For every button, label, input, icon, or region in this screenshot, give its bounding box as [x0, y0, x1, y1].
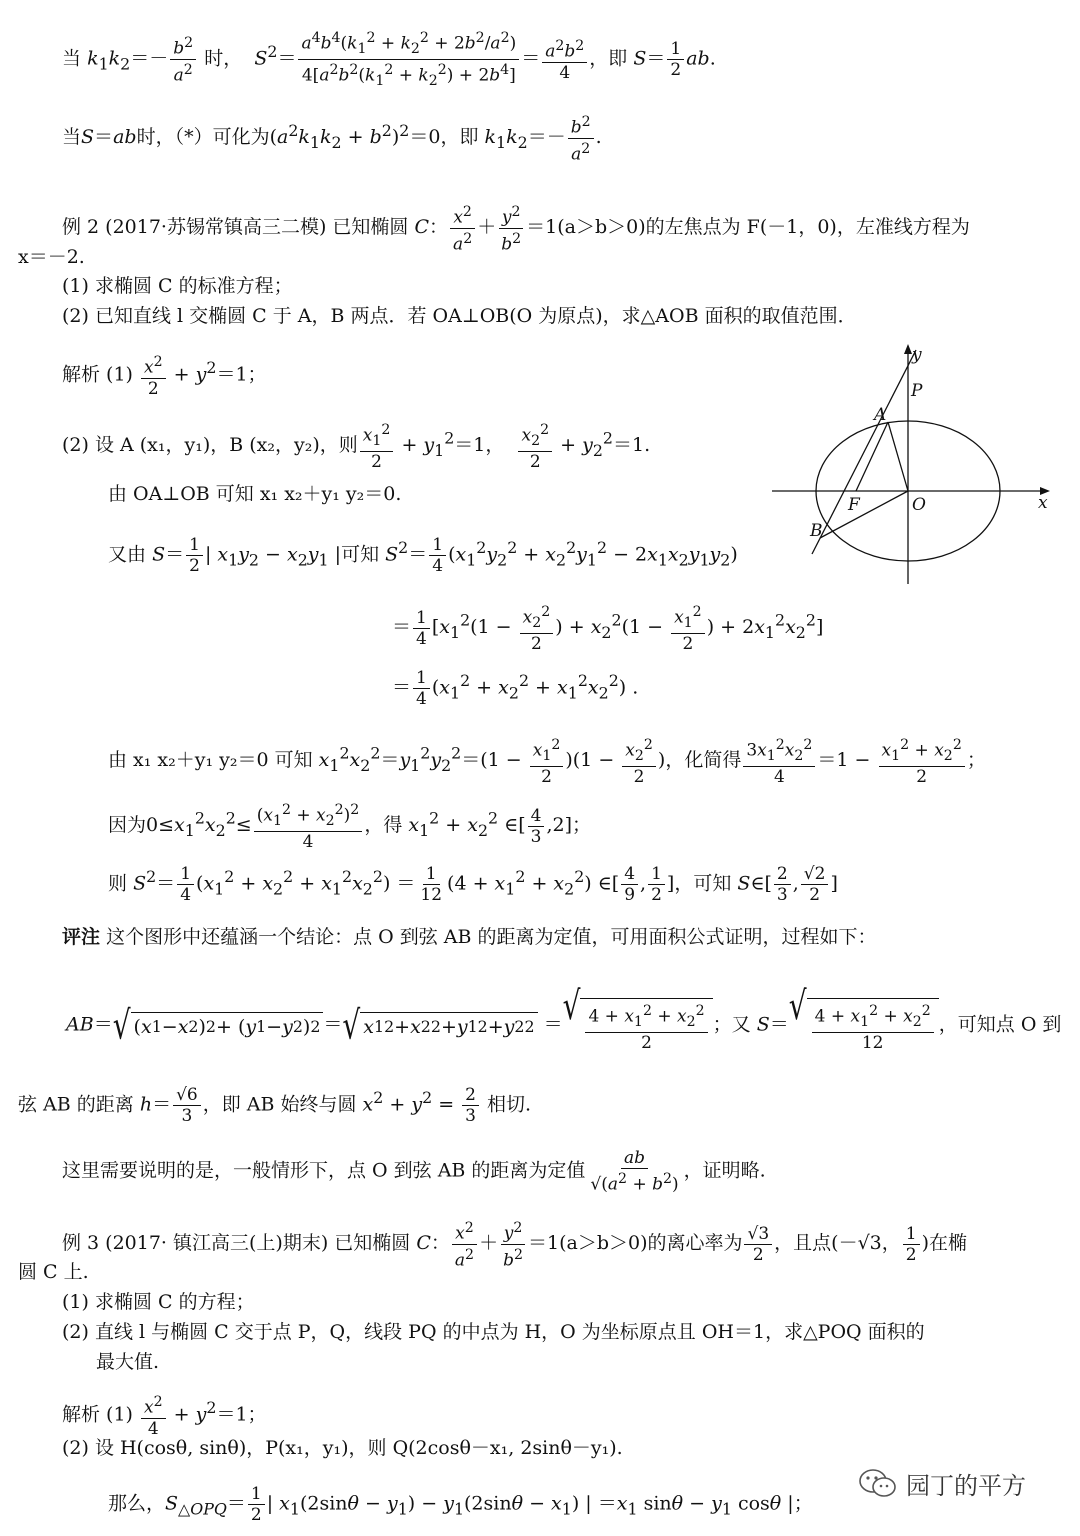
note-distance: 弦 AB 的距离 h＝ $\frac{√6}{3}$ ，即 AB 始终与圆 $x^2 + y^2$ = $\frac{2}{3}$ 相切.	[18, 1085, 532, 1126]
example-2-q1: (1) 求椭圆 C 的标准方程；	[62, 275, 293, 297]
label-A: A	[874, 405, 887, 425]
label-y: y	[912, 345, 922, 365]
solution-2-range: 因为$0\le x_1^2x_2^2\le$ $\frac{(x_1^2 + x_2^2)^2}{4}$ ，得 $x_1^2 + x_2^2$ ∈[ $\frac{4}{3}$ ,2]；	[108, 802, 592, 853]
label-F: F	[848, 495, 860, 515]
solution-2-simplify: 由 x₁ x₂＋y₁ y₂＝0 可知 $x_1^2x_2^2=y_1^2y_2^2=(1$ − $\frac{x_1^2}{2}$ )(1 − $\frac{x_2^2}{2}$ )，化简得 $\frac{3x_1^2x_2^2}{4}$ ＝1 − $\frac{x_1^2 + x_2^2}{2}$ ；	[108, 737, 986, 788]
line-case-S-ab: 当S＝ab时，（*）可化为$(a^2k_1k_2 + b^2)^2=0$，即 $k_1k_2=-$ $\frac{b^2}{a^2}$ .	[62, 114, 602, 165]
solution-3-part2: (2) 设 H(cosθ, sinθ)，P(x₁，y₁)，则 Q(2cosθ－x₁, 2sinθ－y₁).	[62, 1437, 623, 1459]
segment-OB	[820, 491, 908, 538]
example-3-line2: 圆 C 上.	[18, 1261, 89, 1283]
solution-2-area-3: ＝ $\frac{1}{4}$ $(x_1^2 + x_2^2 + x_1^2x_2^2)$ .	[392, 668, 639, 709]
note-ab-formula: AB＝ √ ( x 1 − x 2 ) 2 + ( y 1 − y 2 ) 2 ＝ √ x 1 2 + x 2 2 + y 1 2 + y 2 2 ＝ √ $\frac{4 + x_1^2 + x_2^2}{2}$ ；又 S＝ √ $\frac{4 + x_1^2 + x_2^2}{12}$ ，可知点 O 到	[66, 982, 1062, 1054]
solution-3-part1: 解析 (1) $\frac{x^2}{4}$ + $y^2=1$；	[62, 1394, 267, 1439]
watermark	[858, 1466, 1026, 1501]
example-3-heading: 例 3 (2017· 镇江高三(上)期末) 已知椭圆 C： $\frac{x^2}{a^2}$ ＋ $\frac{y^2}{b^2}$ ＝1(a＞b＞0)的离心率为 $\frac{√3}{2}$ ，且点(－√3， $\frac{1}{2}$ )在椭	[62, 1220, 968, 1271]
solution-2-part2: (2) 设 A (x₁，y₁)，B (x₂，y₂)，则 $\frac{x_1^2}{2}$ + $y_1^2=1$， $\frac{x_2^2}{2}$ + $y_2^2=1$.	[62, 422, 651, 473]
solution-2-result: 则 $S^2=$ $\frac{1}{4}$ $(x_1^2 + x_2^2 + x_1^2x_2^2)$ ＝ $\frac{1}{12}$ $(4 + x_1^2 + x_2^2)$ ∈[ $\frac{4}{9}$ , $\frac{1}{2}$ ]，可知 S∈[ $\frac{2}{3}$ , $\frac{√2}{2}$ ]	[108, 864, 838, 905]
note-general: 这里需要说明的是，一般情形下，点 O 到弦 AB 的距离为定值 $\frac{ab}{√(a^2 + b^2)}$ ，证明略.	[62, 1148, 766, 1195]
example-2-line2: x＝－2.	[18, 246, 85, 268]
segment-OA	[888, 422, 908, 491]
example-3-q2a: (2) 直线 l 与椭圆 C 交于点 P，Q，线段 PQ 的中点为 H，O 为坐标原点且 OH＝1，求△POQ 面积的	[62, 1321, 925, 1343]
label-O: O	[912, 495, 926, 515]
example-3-q1: (1) 求椭圆 C 的方程；	[62, 1291, 255, 1313]
solution-2-orthogonal: 由 OA⊥OB 可知 x₁ x₂＋y₁ y₂＝0.	[108, 483, 402, 505]
example-2-q2: (2) 已知直线 l 交椭圆 C 于 A，B 两点．若 OA⊥OB(O 为原点)，求△AOB 面积的取值范围．	[62, 305, 857, 327]
ellipse-figure	[768, 342, 1058, 588]
solution-2-part1: 解析 (1) $\frac{x^2}{2}$ + $y^2=1$；	[62, 354, 267, 399]
segment-FA	[856, 422, 888, 491]
solution-2-area-1: 又由 S＝ $\frac{1}{2}$ | $x_1y_2 - x_2y_1$ |可知 $S^2=$ $\frac{1}{4}$ $(x_1^2y_2^2 + x_2^2y_1^2 - 2x_1x_2y_1y_2)$	[108, 535, 738, 576]
label-P: P	[911, 381, 923, 401]
example-3-q2b: 最大值.	[96, 1351, 160, 1373]
line-case-k1k2: 当 $k_1k_2=-$ $\frac{b^2}{a^2}$ 时， $S^2=$ $\frac{a^4b^4(k_1^2 + k_2^2 + 2b^2/a^2)}{4[a^2b^2(k_1^2 + k_2^2) + 2b^4]}$ ＝ $\frac{a^2b^2}{4}$ ，即 S＝ $\frac{1}{2}$ ab.	[62, 30, 716, 90]
label-x: x	[1038, 493, 1048, 513]
wechat-icon	[858, 1467, 898, 1501]
note-heading: 评注 这个图形中还蕴涵一个结论：点 O 到弦 AB 的距离为定值，可用面积公式证明，过程如下：	[62, 926, 877, 948]
watermark-text: 园丁的平方	[906, 1472, 1026, 1500]
solution-2-area-2: ＝ $\frac{1}{4}$ [$x_1^2(1$ − $\frac{x_2^2}{2}$ ) + $x_2^2(1$ − $\frac{x_1^2}{2}$ ) + $2x_1^2x_2^2$]	[392, 604, 824, 655]
solution-3-area: 那么，$S_{\triangle OPQ}=$ $\frac{1}{2}$ | $x_1(2\sin\theta - y_1) - y_1(2\sin\theta - x_1)$ | $=x_1$ $\sin\theta - y_1$ cosθ |；	[108, 1484, 813, 1525]
line-AB	[812, 350, 916, 554]
label-B: B	[810, 521, 823, 541]
example-2-heading: 例 2 (2017·苏锡常镇高三二模) 已知椭圆 C： $\frac{x^2}{a^2}$ ＋ $\frac{y^2}{b^2}$ ＝1(a＞b＞0)的左焦点为 F(－1，0)，左准线方程为	[62, 204, 970, 255]
y-axis-arrow	[904, 344, 912, 354]
